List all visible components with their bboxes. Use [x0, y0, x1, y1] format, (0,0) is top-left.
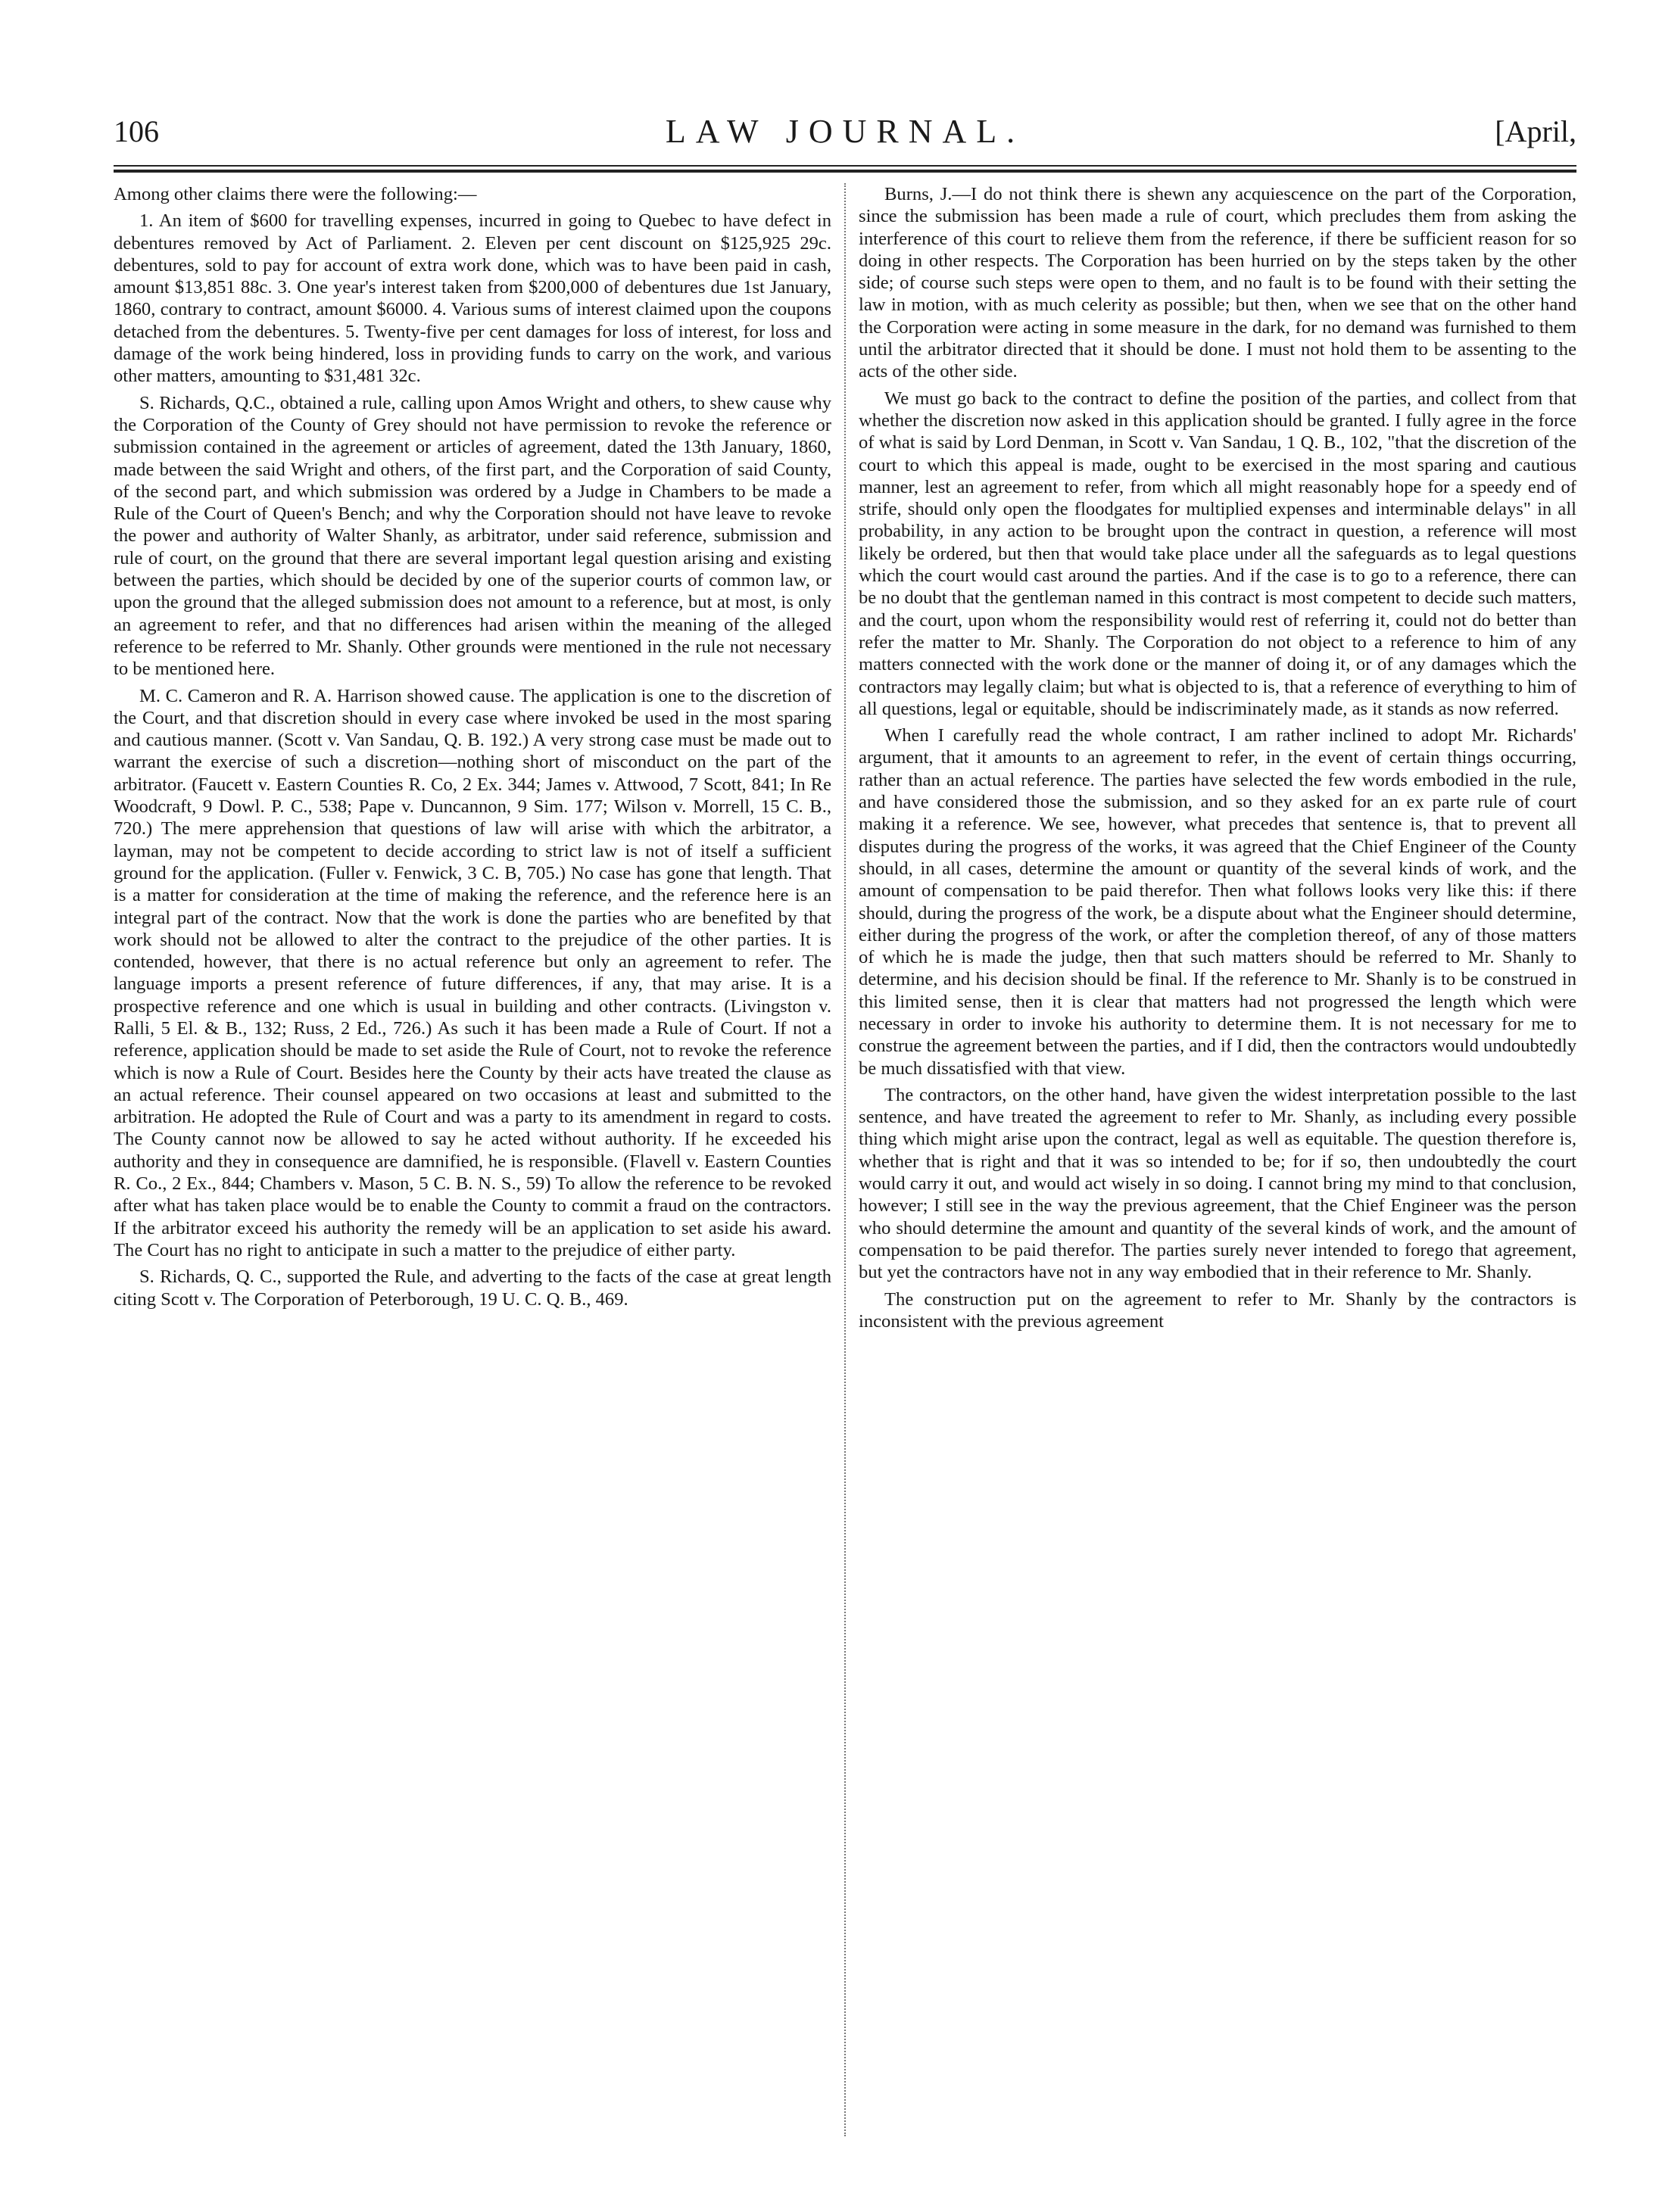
column-divider: [844, 183, 846, 2136]
paragraph: 1. An item of $600 for travelling expenses, incurred in going to Quebec to have defect in debentures removed by Act of Parliament. 2. Eleven per cent discount on $125,925 29c. debentures, sold to pay for account of extra work done, which was to have been paid in cash, amount $13,851 88c. 3. One year's interest taken from $200,000 of debentures due 1st January, 1860, contrary to contract, amount $6000. 4. Various sums of interest claimed upon the coupons detached from the debentures. 5. Twenty-five per cent damages for loss of interest, for loss and damage of the work being hindered, loss in providing funds to carry on the work, and various other matters, amounting to $31,481 32c.: [114, 210, 831, 387]
paragraph: When I carefully read the whole contract, I am rather inclined to adopt Mr. Richards' argument, that it amounts to an agreement to refer, in the event of certain things occurring, rather than an actual reference. The parties have selected the few words embodied in the rule, and have considered those the submission, and so they asked for an ex parte rule of court making it a reference. We see, however, what precedes that sentence is, that to prevent all disputes during the progress of the works, it was agreed that the Chief Engineer of the County should, in all cases, determine the amount or quantity of the several kinds of work, and the amount of compensation to be paid therefor. Then what follows looks very like this: if there should, during the progress of the work, be a dispute about what the Engineer should determine, either during the progress of the work, or after the completion thereof, of any of those matters of which he is made the judge, then that such matters should be referred to Mr. Shanly to determine, and his decision should be final. If the reference to Mr. Shanly is to be construed in this limited sense, then it is clear that matters had not progressed the length which were necessary in order to invoke his authority to determine them. It is not necessary for me to construe the agreement between the parties, and if I did, then the contractors would undoubtedly be much dissatisfied with that view.: [859, 725, 1576, 1079]
paragraph: S. Richards, Q.C., obtained a rule, calling upon Amos Wright and others, to shew cause why the Corporation of the County of Grey should not have permission to revoke the reference or submission contained in the agreement or articles of agreement, dated the 13th January, 1860, made between the said Wright and others, of the first part, and the Corporation of said County, of the second part, and which submission was ordered by a Judge in Chambers to be made a Rule of the Court of Queen's Bench; and why the Corporation should not have leave to revoke the power and authority of Walter Shanly, as arbitrator, under said reference, submission and rule of court, on the ground that there are several important legal question arising and existing between the parties, which should be decided by one of the superior courts of common law, or upon the ground that the alleged submission does not amount to a reference, but at most, is only an agreement to refer, and that no differences had arisen within the meaning of the alleged reference to be referred to Mr. Shanly. Other grounds were mentioned in the rule not necessary to be mentioned here.: [114, 392, 831, 680]
header-rule: [114, 165, 1576, 167]
paragraph: The contractors, on the other hand, have given the widest interpretation possible to the last sentence, and have treated the agreement to refer to Mr. Shanly, as including every possible thing which might arise upon the contract, legal as well as equitable. The question therefore is, whether that is right and that it was so intended to be; for if so, then undoubtedly the court would carry it out, and would act wisely in so doing. I cannot bring my mind to that conclusion, however; I still see in the way the previous agreement, that the Chief Engineer was the person who should determine the amount and quantity of the several kinds of work, and the amount of compensation to be paid therefor. The parties surely never intended to forego that agreement, but yet the contractors have not in any way embodied that in their reference to Mr. Shanly.: [859, 1084, 1576, 1283]
page-number: 106: [114, 114, 159, 148]
text-columns: [114, 183, 1576, 2136]
left-column: [114, 183, 831, 1315]
paragraph: Burns, J.—I do not think there is shewn any acquiescence on the part of the Corporation, since the submission has been made a rule of court, which precludes them from asking the interference of this court to relieve them from the reference, if there be sufficient reason for so doing in other respects. The Corporation has been hurried on by the steps taken by the other side; of course such steps were open to them, and no fault is to be found with their setting the law in motion, with as much celerity as possible; but then, when we see that on the other hand the Corporation were acting in some measure in the dark, for no demand was furnished to them until the arbitrator directed that it should be done. I must not hold them to be assenting to the acts of the other side.: [859, 184, 1576, 382]
paragraph: M. C. Cameron and R. A. Harrison showed cause. The application is one to the discretion of the Court, and that discretion should in every case where invoked be used in the most sparing and cautious manner. (Scott v. Van Sandau, Q. B. 192.) A very strong case must be made out to warrant the exercise of such a discretion—nothing short of misconduct on the part of the arbitrator. (Faucett v. Eastern Counties R. Co, 2 Ex. 344; James v. Attwood, 7 Scott, 841; In Re Woodcraft, 9 Dowl. P. C., 538; Pape v. Duncannon, 9 Sim. 177; Wilson v. Morrell, 15 C. B., 720.) The mere apprehension that questions of law will arise with which the arbitrator, a layman, may not be competent to decide according to strict law is not of itself a sufficient ground for the application. (Fuller v. Fenwick, 3 C. B, 705.) No case has gone that length. That is a matter for consideration at the time of making the reference, and the reference here is an integral part of the contract. Now that the work is done the parties who are benefited by that work should not be allowed to alter the contract to the prejudice of the other parties. It is contended, however, that there is no actual reference but only an agreement to refer. The language imports a present reference of future differences, if any, that may arise. It is a prospective reference and one which is usual in building and other contracts. (Livingston v. Ralli, 5 El. & B., 132; Russ, 2 Ed., 726.) As such it has been made a Rule of Court. If not a reference, application should be made to set aside the Rule of Court, not to revoke the reference which is now a Rule of Court. Besides here the County by their acts have treated the clause as an actual reference. Their counsel appeared on two occasions at least and submitted to the arbitration. He adopted the Rule of Court and was a party to its amendment in regard to costs. The County cannot now be allowed to say he acted without authority. If he exceeded his authority and they in consequence are damnified, he is responsible. (Flavell v. Eastern Counties R. Co., 2 Ex., 844; Chambers v. Mason, 5 C. B. N. S., 59) To allow the reference to be revoked after what has taken place would be to enable the County to commit a fraud on the contractors. If the arbitrator exceed his authority the remedy will be an application to set aside his award. The Court has no right to anticipate in such a matter to the prejudice of either party.: [114, 685, 831, 1260]
journal-page: [114, 112, 1576, 2141]
header-rule-thick: [114, 170, 1576, 173]
header-month: [April,: [1495, 114, 1576, 148]
paragraph: The construction put on the agreement to refer to Mr. Shanly by the contractors is inconsistent with the previous agreement: [859, 1288, 1576, 1332]
paragraph: S. Richards, Q. C., supported the Rule, and adverting to the facts of the case at great length citing Scott v. The Corporation of Peterborough, 19 U. C. Q. B., 469.: [114, 1266, 831, 1310]
paragraph: We must go back to the contract to define the position of the parties, and collect from that whether the discretion now asked in this application should be granted. I fully agree in the force of what is said by Lord Denman, in Scott v. Van Sandau, 1 Q. B., 102, "that the discretion of the court to which this appeal is made, ought to be exercised in the most sparing and cautious manner, lest an agreement to refer, from which all might reasonably hope for a speedy end of strife, should only open the floodgates for multiplied expenses and interminable delays" in all probability, in any action to be brought upon the contract in question, a reference will most likely be ordered, but then that would take place under all the safeguards as to legal questions which the court would cast around the parties. And if the case is to go to a reference, there can be no doubt that the gentleman named in this contract is most competent to decide such matters, and the court, upon whom the responsibility would rest of referring it, could not do better than refer the matter to Mr. Shanly. The Corporation do not object to a reference to him of any matters connected with the work done or the manner of doing it, or of any damages which the contractors may legally claim; but what is objected to is, that a reference of everything to him of all questions, legal or equitable, should be indiscriminately made, as it stands as now referred.: [859, 388, 1576, 719]
paragraph: Among other claims there were the following:—: [114, 184, 477, 204]
journal-title: LAW JOURNAL.: [665, 113, 1025, 150]
page-header: [114, 112, 1576, 159]
right-column: [859, 183, 1576, 1337]
